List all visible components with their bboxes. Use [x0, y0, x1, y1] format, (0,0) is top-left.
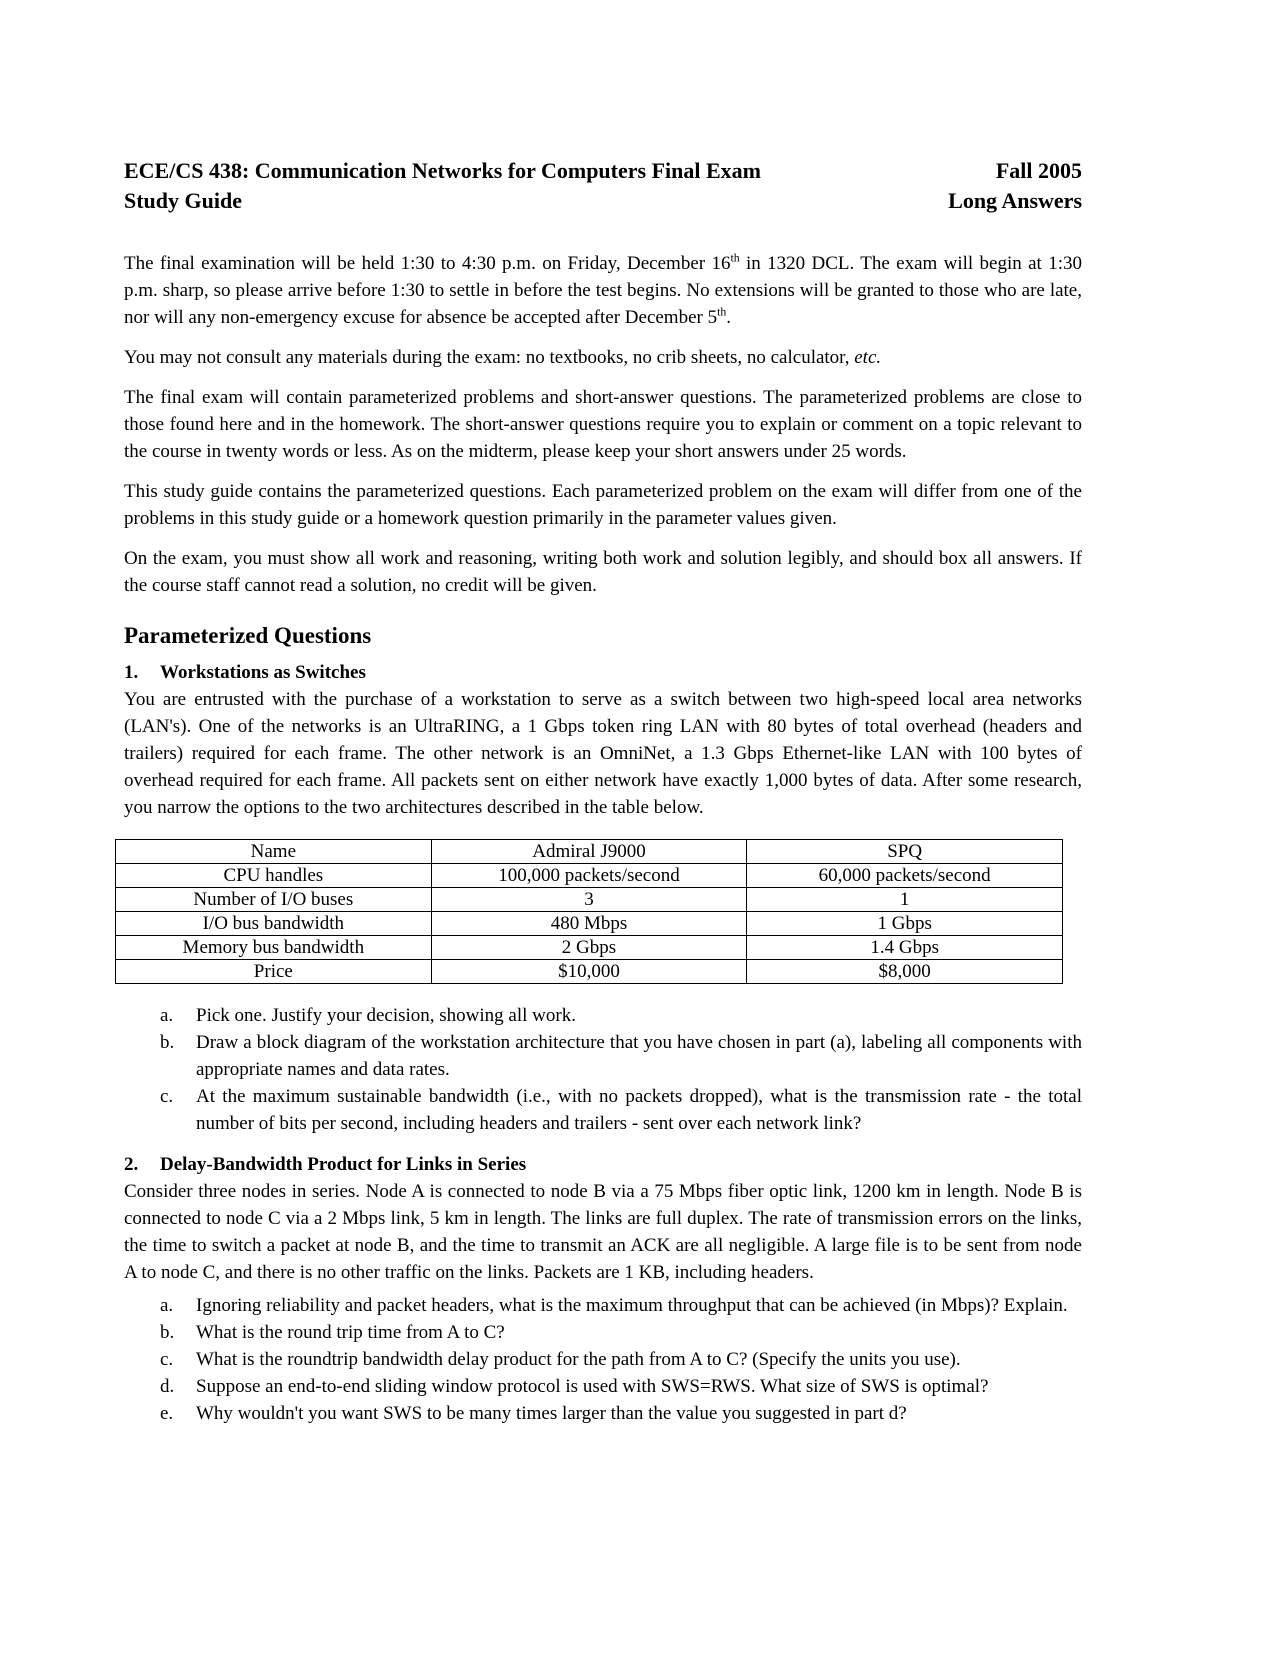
- question-2-heading: [124, 1151, 1082, 1178]
- list-item: [124, 1319, 1082, 1346]
- list-label: a.: [160, 1005, 174, 1026]
- table-row: [116, 840, 1063, 864]
- header-meta-block: [948, 156, 1082, 216]
- table-cell: Price: [116, 960, 432, 984]
- intro-paragraph-4: This study guide contains the parameterized questions. Each parameterized problem on the exam will differ from one of the problems in this study guide or a homework question primarily in the parameter values given.: [124, 481, 1082, 529]
- list-item: [124, 1373, 1082, 1400]
- list-item: [124, 1292, 1082, 1319]
- list-item: [124, 1083, 1082, 1137]
- course-title: ECE/CS 438: Communication Networks for Computers Final Exam: [124, 158, 761, 183]
- question-2-body: Consider three nodes in series. Node A is connected to node B via a 75 Mbps fiber optic link, 1200 km in length. Node B is connected to node C via a 2 Mbps link, 5 km in length. The links are full duplex. The rate of transmission errors on the links, the time to switch a packet at node B, and the time to transmit an ACK are all negligible. A large file is to be sent from node A to node C, and there is no other traffic on the links. Packets are 1 KB, including headers.: [124, 1181, 1082, 1283]
- list-text: Pick one. Justify your decision, showing all work.: [196, 1005, 576, 1026]
- body-text: You may not consult any materials during the exam: no textbooks, no crib sheets, no calculator,: [124, 347, 855, 368]
- table-row: [116, 936, 1063, 960]
- list-item: [124, 1002, 1082, 1029]
- table-cell: $10,000: [431, 960, 747, 984]
- question-2-list: [124, 1292, 1082, 1427]
- question-number: 1.: [124, 662, 139, 683]
- table-cell: SPQ: [747, 840, 1063, 864]
- header-title-block: [124, 156, 761, 216]
- table-cell: 100,000 packets/second: [431, 864, 747, 888]
- list-label: e.: [160, 1403, 174, 1424]
- table-cell: Name: [116, 840, 432, 864]
- list-label: d.: [160, 1376, 175, 1397]
- list-text: Draw a block diagram of the workstation architecture that you have chosen in part (a), labeling all components with appropriate names and data rates.: [196, 1032, 1082, 1080]
- table-row: [116, 888, 1063, 912]
- list-item: [124, 1400, 1082, 1427]
- superscript: th: [717, 305, 727, 319]
- list-item: [124, 1029, 1082, 1083]
- question-1-list: [124, 1002, 1082, 1137]
- list-text: Why wouldn't you want SWS to be many times larger than the value you suggested in part d?: [196, 1403, 907, 1424]
- study-guide-label: Study Guide: [124, 188, 242, 213]
- table-cell: Number of I/O buses: [116, 888, 432, 912]
- list-label: c.: [160, 1349, 174, 1370]
- table-cell: Memory bus bandwidth: [116, 936, 432, 960]
- intro-paragraph-3: The final exam will contain parameterized problems and short-answer questions. The parameterized problems are close to those found here and in the homework. The short-answer questions require you to explain or comment on a topic relevant to the course in twenty words or less. As on the midterm, please keep your short answers under 25 words.: [124, 387, 1082, 462]
- table-cell: Admiral J9000: [431, 840, 747, 864]
- table-row: [116, 912, 1063, 936]
- question-1-heading: [124, 659, 1082, 686]
- list-label: b.: [160, 1322, 175, 1343]
- table-cell: 2 Gbps: [431, 936, 747, 960]
- table-cell: 1.4 Gbps: [747, 936, 1063, 960]
- table-cell: 480 Mbps: [431, 912, 747, 936]
- intro-paragraph-1: [124, 250, 1082, 331]
- list-item: [124, 1346, 1082, 1373]
- table-cell: CPU handles: [116, 864, 432, 888]
- answers-label: Long Answers: [948, 188, 1082, 213]
- list-text: What is the round trip time from A to C?: [196, 1322, 505, 1343]
- architecture-table: [115, 839, 1063, 984]
- list-text: Suppose an end-to-end sliding window protocol is used with SWS=RWS. What size of SWS is optimal?: [196, 1376, 989, 1397]
- question-title: Delay-Bandwidth Product for Links in Series: [160, 1154, 527, 1175]
- table-row: [116, 864, 1063, 888]
- table-cell: $8,000: [747, 960, 1063, 984]
- table-row: [116, 960, 1063, 984]
- intro-paragraph-5: On the exam, you must show all work and reasoning, writing both work and solution legibly, and should box all answers. If the course staff cannot read a solution, no credit will be given.: [124, 548, 1082, 596]
- body-text: in 1320 DCL. The exam will begin at 1:30 p.m. sharp, so please arrive before 1:30 to settle in before the test begins. No extensions will be granted to those who are late, nor will any non-emergency excuse for absence be accepted after December 5: [124, 253, 1082, 328]
- list-text: What is the roundtrip bandwidth delay product for the path from A to C? (Specify the units you use).: [196, 1349, 961, 1370]
- table-cell: 1 Gbps: [747, 912, 1063, 936]
- list-label: b.: [160, 1032, 175, 1053]
- table-cell: 3: [431, 888, 747, 912]
- body-text: The final examination will be held 1:30 to 4:30 p.m. on Friday, December 16: [124, 253, 731, 274]
- question-1-body: You are entrusted with the purchase of a workstation to serve as a switch between two high-speed local area networks (LAN's). One of the networks is an UltraRING, a 1 Gbps token ring LAN with 80 bytes of total overhead (headers and trailers) required for each frame. The other network is an OmniNet, a 1.3 Gbps Ethernet-like LAN with 100 bytes of overhead required for each frame. All packets sent on either network have exactly 1,000 bytes of data. After some research, you narrow the options to the two architectures described in the table below.: [124, 689, 1082, 818]
- intro-paragraph-2: [124, 344, 1082, 371]
- list-text: At the maximum sustainable bandwidth (i.e., with no packets dropped), what is the transmission rate - the total number of bits per second, including headers and trailers - sent over each network link?: [196, 1086, 1082, 1134]
- table-cell: 1: [747, 888, 1063, 912]
- list-text: Ignoring reliability and packet headers, what is the maximum throughput that can be achieved (in Mbps)? Explain.: [196, 1295, 1068, 1316]
- section-heading: Parameterized Questions: [124, 623, 372, 648]
- term-label: Fall 2005: [995, 158, 1082, 183]
- body-text: .: [726, 307, 732, 328]
- question-number: 2.: [124, 1154, 139, 1175]
- question-2-block: [124, 1151, 1082, 1427]
- superscript: th: [730, 251, 740, 265]
- list-label: a.: [160, 1295, 174, 1316]
- question-title: Workstations as Switches: [160, 662, 366, 683]
- table-cell: 60,000 packets/second: [747, 864, 1063, 888]
- list-label: c.: [160, 1086, 174, 1107]
- table-cell: I/O bus bandwidth: [116, 912, 432, 936]
- document-header: [124, 156, 1082, 216]
- italic-text: etc.: [854, 347, 882, 368]
